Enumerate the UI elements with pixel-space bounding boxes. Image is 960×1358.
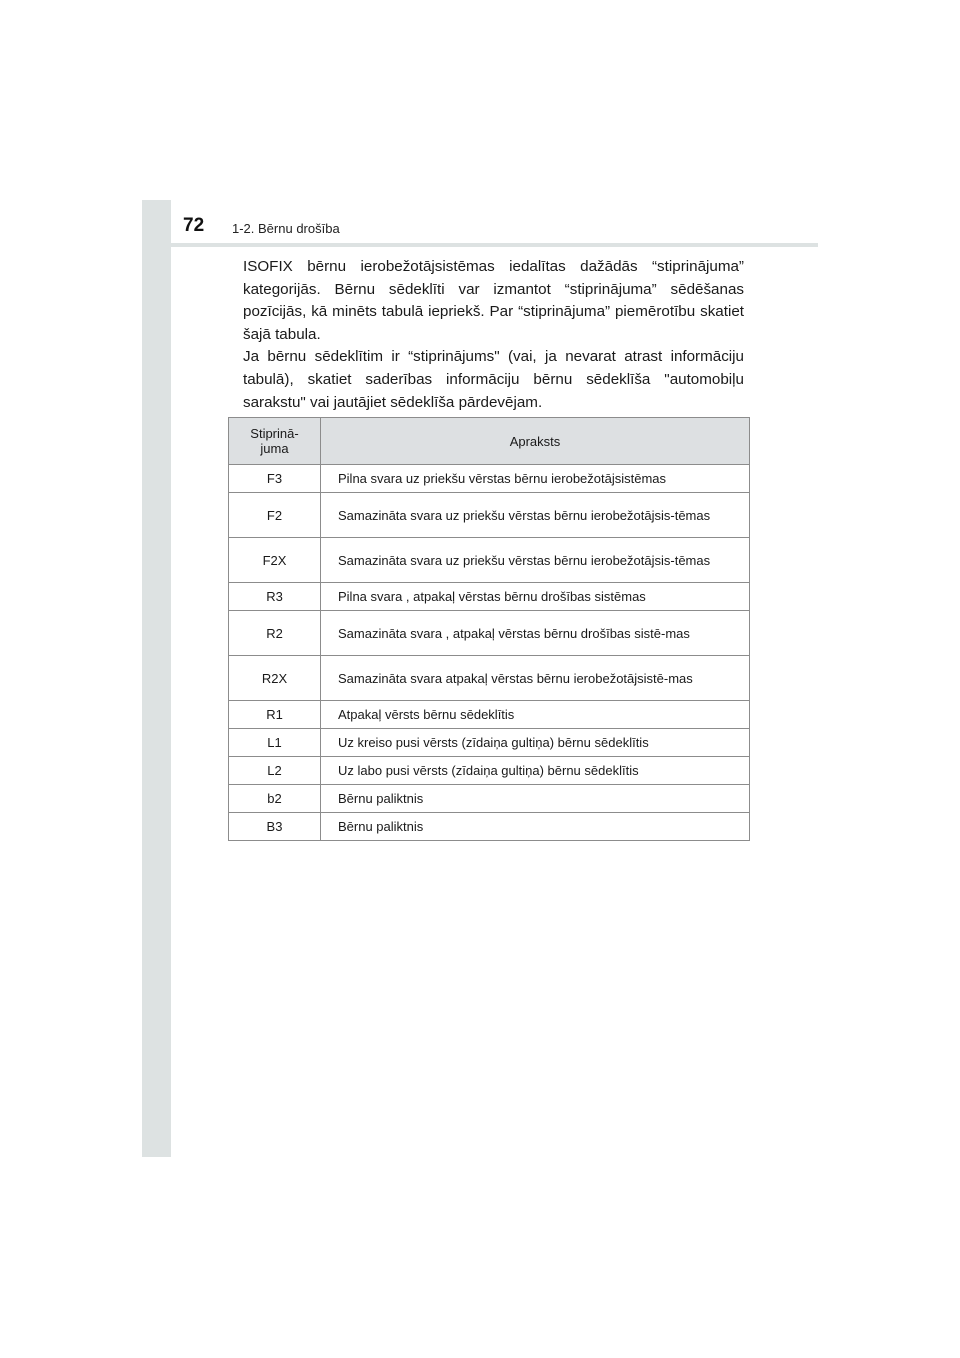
header-description: Apraksts [321, 418, 750, 465]
table-row [229, 465, 750, 493]
table-row [229, 493, 750, 538]
size-class-cell: F2 [229, 493, 321, 538]
description-cell: Bērnu paliktnis [321, 813, 750, 841]
table-row [229, 583, 750, 611]
table-row [229, 611, 750, 656]
section-title: 1-2. Bērnu drošība [232, 221, 340, 236]
size-class-cell: R1 [229, 701, 321, 729]
description-cell: Bērnu paliktnis [321, 785, 750, 813]
paragraph-isofix-categories: ISOFIX bērnu ierobežotājsistēmas iedalītas dažādās “stiprinājuma” kategorijās. Bērnu sēdeklīti var izmantot “stiprinājuma” sēdēšanas pozīcijās, kā minēts tabulā iepriekš. Par “stiprinājuma” piemērotību skatiet šajā tabula. [243, 258, 744, 343]
description-cell: Samazināta svara uz priekšu vērstas bērnu ierobežotājsis-tēmas [321, 493, 750, 538]
size-class-cell: F2X [229, 538, 321, 583]
size-class-cell: b2 [229, 785, 321, 813]
header-divider [142, 243, 818, 247]
description-cell: Samazināta svara atpakaļ vērstas bērnu ierobežotājsistē-mas [321, 656, 750, 701]
description-cell: Samazināta svara , atpakaļ vērstas bērnu drošības sistē-mas [321, 611, 750, 656]
description-cell: Uz labo pusi vērsts (zīdaiņa gultiņa) bērnu sēdeklītis [321, 757, 750, 785]
body-text [243, 256, 744, 414]
header-size-class-line1: Stiprinā- [250, 426, 299, 441]
table-row [229, 813, 750, 841]
description-cell: Samazināta svara uz priekšu vērstas bērnu ierobežotājsis-tēmas [321, 538, 750, 583]
size-class-cell: R2 [229, 611, 321, 656]
table-header-row [229, 418, 750, 465]
size-class-cell: F3 [229, 465, 321, 493]
description-cell: Pilna svara uz priekšu vērstas bērnu ierobežotājsistēmas [321, 465, 750, 493]
side-margin-strip [142, 200, 171, 1157]
description-cell: Atpakaļ vērsts bērnu sēdeklītis [321, 701, 750, 729]
size-class-cell: L1 [229, 729, 321, 757]
paragraph-compatibility: Ja bērnu sēdeklītim ir “stiprinājums" (vai, ja nevarat atrast informāciju tabulā), skatiet saderības informāciju bērnu sēdeklīša "automobiļu sarakstu" vai jautājiet sēdeklīša pārdevējam. [243, 348, 744, 411]
description-cell: Pilna svara , atpakaļ vērstas bērnu drošības sistēmas [321, 583, 750, 611]
table-row [229, 538, 750, 583]
size-class-cell: R3 [229, 583, 321, 611]
header-size-class [229, 418, 321, 465]
description-cell: Uz kreiso pusi vērsts (zīdaiņa gultiņa) bērnu sēdeklītis [321, 729, 750, 757]
header-size-class-line2: juma [260, 441, 289, 456]
size-class-cell: B3 [229, 813, 321, 841]
table-row [229, 785, 750, 813]
size-class-table [228, 417, 750, 841]
table-row [229, 656, 750, 701]
table-row [229, 757, 750, 785]
size-class-cell: L2 [229, 757, 321, 785]
page-number: 72 [183, 215, 205, 236]
size-class-cell: R2X [229, 656, 321, 701]
table-row [229, 701, 750, 729]
table-row [229, 729, 750, 757]
